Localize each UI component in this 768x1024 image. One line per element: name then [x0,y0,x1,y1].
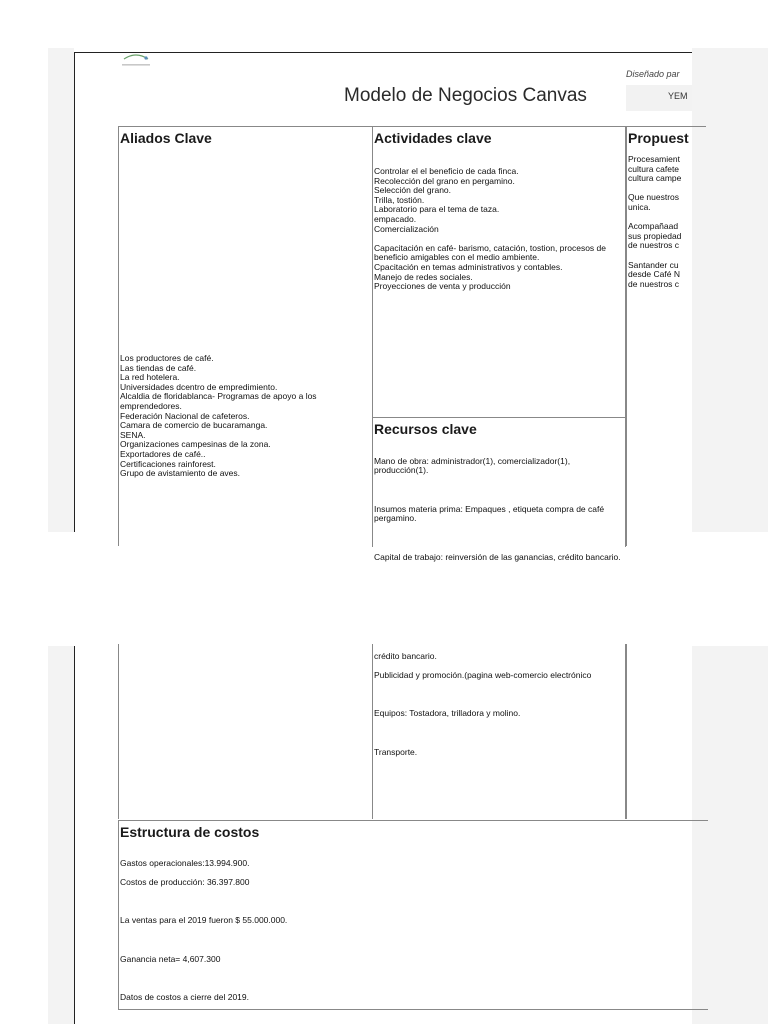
propuesta-item: Acompañaad [628,221,679,232]
propuesta-item: sus propiedad [628,230,682,241]
page-left-rule-bottom [74,646,75,1024]
costos-ganancia: Ganancia neta= 4,607.300 [120,953,221,964]
aliados-clave-item: Exportadores de café.. [120,448,206,459]
aliados-clave-item: Las tiendas de café. [120,362,197,373]
actividad-item: Capacitación en café- barismo, catación, tostion, procesos de beneficio amigables con el medio ambiente. [374,242,606,263]
propuesta-valor-list [628,155,690,289]
aliados-clave-item: Organizaciones campesinas de la zona. [120,439,271,450]
aliados-clave-item: SENA. [120,429,146,440]
left-margin-top [48,48,74,532]
logo-icon [118,53,154,69]
actividad-item: Controlar el el beneficio de cada finca. [374,166,519,176]
designed-by-label: Diseñado par [626,69,680,79]
propuesta-item: cultura cafete [628,163,680,174]
page-bottom-segment [74,646,692,1024]
aliados-clave-box-cont [118,644,372,819]
actividad-item: Recolección del grano en pergamino. [374,175,515,186]
propuesta-item: Procesamient [628,154,680,164]
aliados-clave-item: Federación Nacional de cafeteros. [120,410,250,421]
designed-by-value: YEM [626,85,692,111]
propuesta-valor-box-cont [626,644,706,819]
recursos-publicidad: Publicidad y promoción.(pagina web-comercio electrónico [374,669,592,680]
recursos-clave-text-bottom [374,642,626,767]
aliados-clave-heading: Aliados Clave [120,130,212,146]
costos-ventas: La ventas para el 2019 fueron $ 55.000.000. [120,915,288,926]
actividad-item: Proyecciones de venta y producción [374,281,511,292]
recursos-capital-tail: crédito bancario. [374,650,437,661]
recursos-equipos: Equipos: Tostadora, trilladora y molino. [374,708,521,719]
aliados-clave-list [120,354,368,479]
aliados-clave-item: Camara de comercio de bucaramanga. [120,420,268,431]
recursos-insumos: Insumos materia prima: Empaques , etiqueta compra de café pergamino. [374,503,605,524]
costos-nota: Datos de costos a cierre del 2019. [120,991,249,1002]
estructura-costos-heading: Estructura de costos [120,824,260,840]
aliados-clave-item: Certificaciones rainforest. [120,458,216,469]
aliados-clave-item: La red hotelera. [120,372,180,383]
aliados-clave-item: Grupo de avistamiento de aves. [120,468,241,479]
costos-gastos: Gastos operacionales:13.994.900. [120,857,250,868]
recursos-transporte: Transporte. [374,746,418,757]
actividad-item: Cpacitación en temas administrativos y contables. [374,261,563,272]
propuesta-item: desde Café N [628,269,680,280]
actividad-item: empacado. [374,213,417,224]
aliados-clave-box [118,126,372,546]
aliados-clave-item: Alcaldia de floridablanca- Programas de apoyo a los emprendedores. [120,391,317,411]
recursos-capital: Capital de trabajo: reinversión de las ganancias, crédito bancario. [374,551,621,562]
left-margin-bottom [48,646,74,1024]
propuesta-item: de nuestros c [628,240,680,251]
page-left-rule-top [74,52,75,532]
propuesta-item: Santander cu [628,259,679,270]
aliados-clave-item: Los productores de café. [120,353,214,363]
actividad-item: Laboratorio para el tema de taza. [374,204,500,215]
aliados-clave-item: Universidades dcentro de empredimiento. [120,381,278,392]
actividad-item: Manejo de redes sociales. [374,271,473,282]
propuesta-item: unica. [628,201,651,212]
costos-produccion: Costos de producción: 36.397.800 [120,876,250,887]
propuesta-item: de nuestros c [628,278,680,289]
recursos-mano-obra: Mano de obra: administrador(1), comercializador(1), producción(1). [374,455,571,476]
propuesta-item: cultura campe [628,173,682,184]
estructura-costos-text [120,849,540,1012]
actividad-item: Selección del grano. [374,185,452,196]
recursos-clave-heading: Recursos clave [374,421,477,437]
actividades-clave-list [374,167,626,292]
page-title: Modelo de Negocios Canvas [344,85,587,106]
propuesta-valor-heading: Propuest [628,130,689,146]
recursos-clave-text-top [374,447,626,572]
page-top-segment [74,52,692,562]
actividad-item: Comercialización [374,223,439,234]
actividad-item: Trilla, tostión. [374,194,425,205]
actividades-clave-heading: Actividades clave [374,130,492,146]
propuesta-item: Que nuestros [628,192,680,203]
